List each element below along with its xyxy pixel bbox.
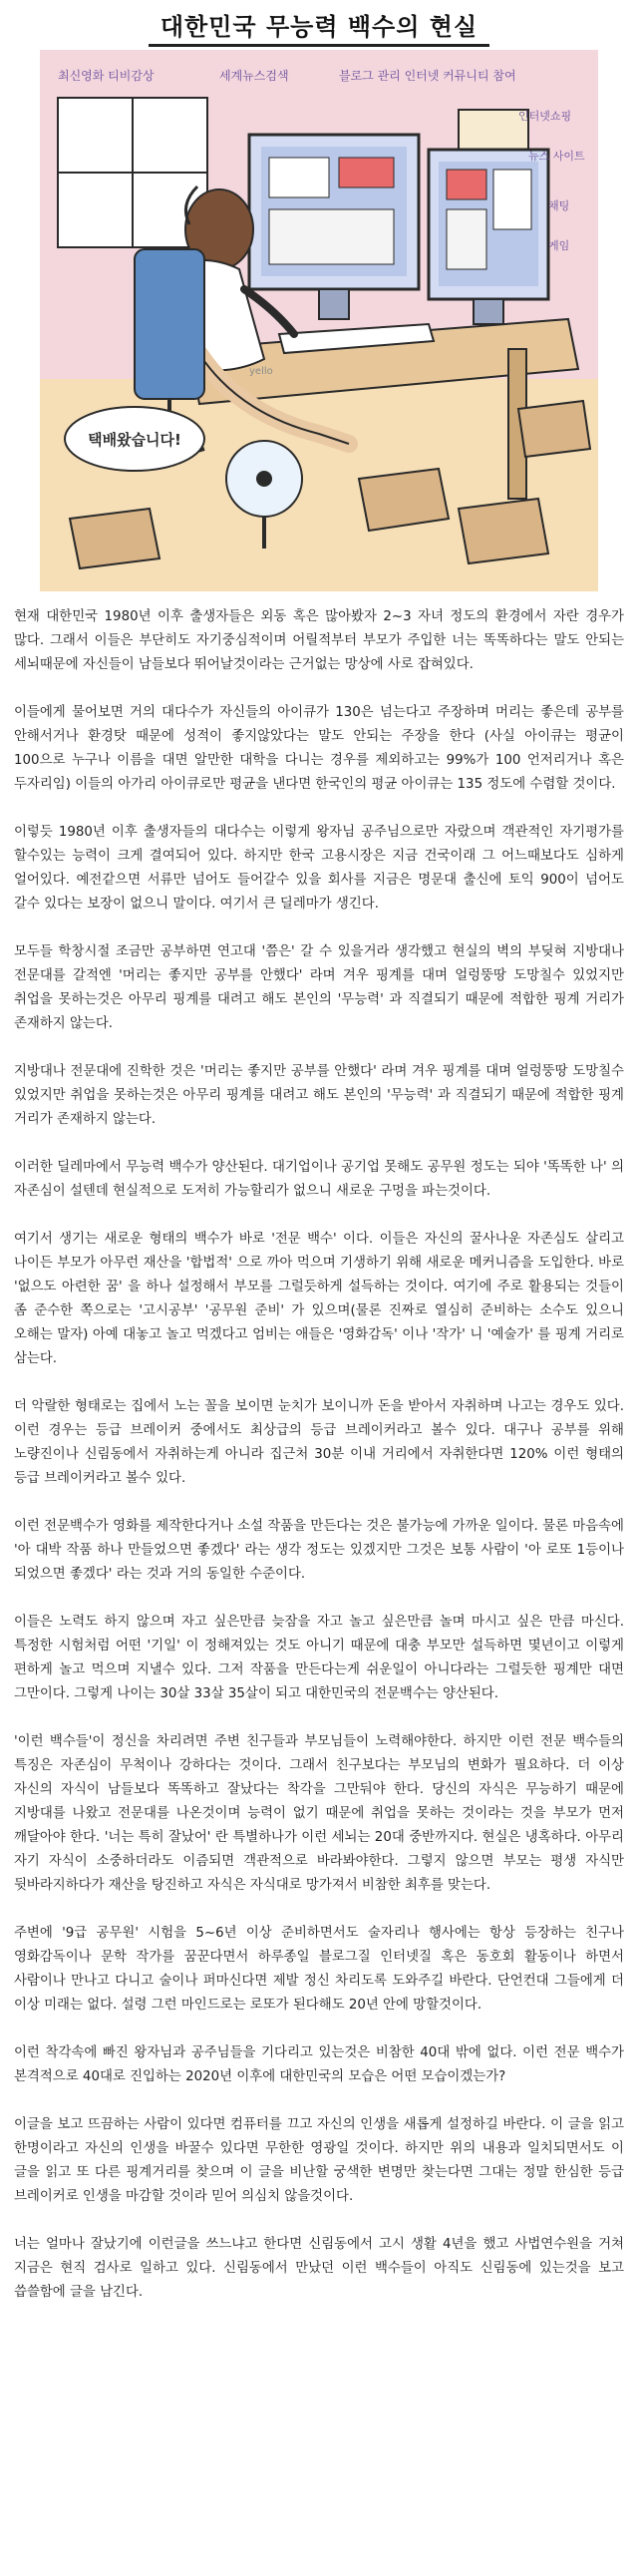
label-news: 세계뉴스검색 bbox=[219, 69, 289, 83]
label-shopping: 인터넷쇼핑 bbox=[518, 110, 572, 123]
paragraph-9: 이런 전문백수가 영화를 제작한다거나 소설 작품을 만든다는 것은 불가능에 가까운 일이다. 물론 마음속에 '아 대박 작품 하나 만들었으면 좋겠다' 라는 생각 정도는 있겠지만 그것은 보통 사람이 '아 로또 1등이나 되었으면 좋겠다' 라는 것과 거의 동일한 수준이다. bbox=[14, 1519, 624, 1582]
paragraph-5: 지방대나 전문대에 진학한 것은 '머리는 좋지만 공부를 안했다' 라며 겨우 핑계를 대며 얼렁뚱땅 도망칠수 있었지만 취업을 못하는것은 아무리 핑계를 대려고 해도 본인의 '무능력' 과 직결되기 때문에 적합한 핑계 거리가 존재하지 않는다. bbox=[14, 1064, 624, 1127]
paragraph-14: 이글을 보고 뜨끔하는 사람이 있다면 컴퓨터를 끄고 자신의 인생을 새롭게 설정하길 바란다. 이 글을 읽고 한명이라고 자신의 인생을 바꿀수 있다면 무한한 영광일 것이다. 하지만 위의 내용과 일치되면서도 이 글을 읽고 또 다른 핑계거리를 찾으며 이 글을 비난할 궁색한 변명만 찾는다면 그대는 정말 한심한 등급 브레이커로 인생을 마감할 것이라 믿어 의심치 않을것이다. bbox=[14, 2117, 624, 2204]
paragraph-10: 이들은 노력도 하지 않으며 자고 싶은만큼 늦잠을 자고 놀고 싶은만큼 놀며 마시고 싶은 만큼 마신다. 특정한 시험처럼 어떤 '기일' 이 정해져있는 것도 아니기 때문에 대충 부모만 설득하면 몇년이고 이렇게 편하게 놀고 먹으며 지낼수 있다. 그저 작품을 만든다는게 쉬운일이 아니다라는 그럴듯한 핑계만 대면 그만이다. 그렇게 나이는 30살 33살 35살이 되고 대한민국의 전문백수는 양산된다. bbox=[14, 1615, 624, 1701]
chair bbox=[135, 249, 204, 399]
title-wrap bbox=[0, 0, 638, 48]
label-news-site: 뉴스 사이트 bbox=[528, 150, 585, 163]
paragraph-13: 이런 착각속에 빠진 왕자님과 공주님들을 기다리고 있는것은 비참한 40대 밖에 없다. 이런 전문 백수가 본격적으로 40대로 진입하는 2020년 이후에 대한민국의 모습은 어떤 모습이겠는가? bbox=[14, 2045, 624, 2084]
paragraph-8: 더 악랄한 형태로는 집에서 노는 꼴을 보이면 눈치가 보이니까 돈을 받아서 자취하며 나고는 경우도 있다. 이런 경우는 등급 브레이커 중에서도 최상급의 등급 브레이커라고 볼수 있다. 대구나 공부를 위해 노량진이나 신림동에서 자취하는게 아니라 집근처 30분 이내 거리에서 자취한다면 120% 이런 형태의 등급 브레이커라고 볼수 있다. bbox=[14, 1399, 624, 1486]
paragraph-11: '이런 백수들'이 정신을 차리려면 주변 친구들과 부모님들이 노력해야한다. 하지만 이런 전문 백수들의 특징은 자존심이 무척이나 강하다는 것이다. 그래서 친구보다는 부모님의 변화가 필요하다. 더 이상 자신의 자식이 남들보다 똑똑하고 잘났다는 착각을 그만둬야 한다. 당신의 자식은 무능하기 때문에 지방대를 나왔고 전문대를 나온것이며 능력이 없기 때문에 취업을 못하는 것이라는 것을 부모가 먼저 깨달아야 한다. '너는 특히 잘났어' 란 특별하나가 이런 세뇌는 20대 중반까지다. 현실은 냉혹하다. 아무리 자기 자식이 소중하더라도 이즘되면 객관적으로 바라봐야한다. 그렇지 않으면 부모는 평생 자식만 뒷바라지하다가 재산을 탕진하고 자식은 자식대로 망가져서 비참한 최후를 맞는다. bbox=[14, 1734, 624, 1893]
speech-bubble-text: 택배왔습니다! bbox=[88, 431, 181, 449]
paragraph-2: 이들에게 물어보면 거의 대다수가 자신들의 아이큐가 130은 넘는다고 주장하며 머리는 좋은데 공부를 안해서거나 환경탓 때문에 성적이 좋지않았다는 말도 안되는 주장을 한다 (사실 아이큐는 평균이 100으로 누구나 이름을 대면 알만한 대학을 다니는 경우를 제외하고는 99%가 100 언저리거나 혹은 두자리임) 이들의 아가리 아이큐로만 평균을 낸다면 한국인의 평균 아이큐는 135 정도에 수렴할 것이다. bbox=[14, 705, 624, 792]
paragraph-4: 모두들 학창시절 조금만 공부하면 연고대 '쯤은' 갈 수 있을거라 생각했고 현실의 벽의 부딪혀 지방대나 전문대를 갈적엔 '머리는 좋지만 공부를 안했다' 라며 겨우 핑계를 대며 얼렁뚱땅 도망칠수 있었지만 취업을 못하는것은 아무리 핑계를 대려고 해도 본인의 '무능력' 과 직결되기 때문에 적합한 핑계 거리가 존재하지 않는다. bbox=[14, 944, 624, 1031]
box-4 bbox=[518, 401, 590, 457]
paragraph-12: 주변에 '9급 공무원' 시험을 5~6년 이상 준비하면서도 술자리나 행사에는 항상 등장하는 친구나 영화감독이나 문학 작가를 꿈꾼다면서 하루종일 블로그질 인터넷질 혹은 동호회 활동이나 하면서 사람이나 만나고 다니고 술이나 퍼마신다면 제발 정신 차리도록 도와주길 바란다. 단언컨대 그들에게 더 이상 미래는 없다. 설령 그런 마인드로는 로또가 된다해도 20년 안에 망할것이다. bbox=[14, 1926, 624, 2013]
page-title: 대한민국 무능력 백수의 현실 bbox=[149, 4, 489, 47]
label-blog: 블로그 관리 인터넷 커뮤니티 참여 bbox=[339, 69, 516, 83]
paragraph-7: 여기서 생기는 새로운 형태의 백수가 바로 '전문 백수' 이다. 이들은 자신의 꿀사나운 자존심도 살리고 나이든 부모가 아무런 재산을 '합법적' 으로 까아 먹으며 기생하기 위해 새로운 메커니즘을 도입한다. 바로 '없으도 아련한 꿈' 을 하나 설정해서 부모를 그럴듯하게 설득하는 것이다. 여기에 주로 활용되는 것들이 좀 준수한 쪽으로는 '고시공부' '공무원 준비' 가 있으며(물론 진짜로 열심히 준비하는 소수도 있으니 오해는 말자) 아예 대놓고 놀고 먹겠다고 엄비는 애들은 '영화감독' 이나 '작가' 니 '예술가' 를 핑계 거리로 삼는다. bbox=[14, 1232, 624, 1366]
paragraph-6: 이러한 딜레마에서 무능력 백수가 양산된다. 대기업이나 공기업 못해도 공무원 정도는 되야 '똑똑한 나' 의 자존심이 설텐데 현실적으로 도저히 가능할리가 없으니 새로운 구멍을 파는것이다. bbox=[14, 1160, 624, 1199]
label-movie: 최신영화 티비감상 bbox=[58, 69, 155, 83]
paragraph-15: 너는 얼마나 잘났기에 이런글을 쓰느냐고 한다면 신림동에서 고시 생활 4년을 했고 사법연수원을 거쳐 지금은 현직 검사로 일하고 있다. 신림동에서 만났던 이런 백수들이 아직도 신림동에 있는것을 보고 씁쓸함에 글을 남긴다. bbox=[14, 2237, 624, 2300]
box-1 bbox=[359, 469, 449, 531]
box-3 bbox=[70, 509, 160, 568]
cartoon-illustration bbox=[40, 50, 598, 591]
paragraph-3: 이렇듯 1980년 이후 출생자들의 대다수는 이렇게 왕자님 공주님으로만 자랐으며 객관적인 자기평가를 할수있는 능력이 크게 결여되어 있다. 하지만 한국 고용시장은 지금 건국이래 그 어느때보다도 심하게 얼어있다. 예전같으면 서류만 넘어도 들어갈수 있을 회사를 지금은 명문대 출신에 토익 900이 넘어도 갈수 있다는 보장이 없으니 말이다. 여기서 큰 딜레마가 생긴다. bbox=[14, 825, 624, 912]
watermark: yello bbox=[249, 366, 273, 377]
label-chat: 채팅 bbox=[548, 199, 570, 212]
paragraph-1: 현재 대한민국 1980년 이후 출생자들은 외동 혹은 많아봤자 2~3 자녀 정도의 환경에서 자란 경우가 많다. 그래서 이들은 부단히도 자기중심적이며 어릴적부터 부모가 주입한 너는 똑똑하다는 말도 안되는 세뇌때문에 자신들이 남들보다 뛰어날것이라는 근거없는 망상에 사로 잡혀있다. bbox=[14, 609, 624, 672]
article-body bbox=[0, 591, 638, 2305]
label-game: 게임 bbox=[548, 239, 570, 252]
box-2 bbox=[459, 499, 548, 563]
